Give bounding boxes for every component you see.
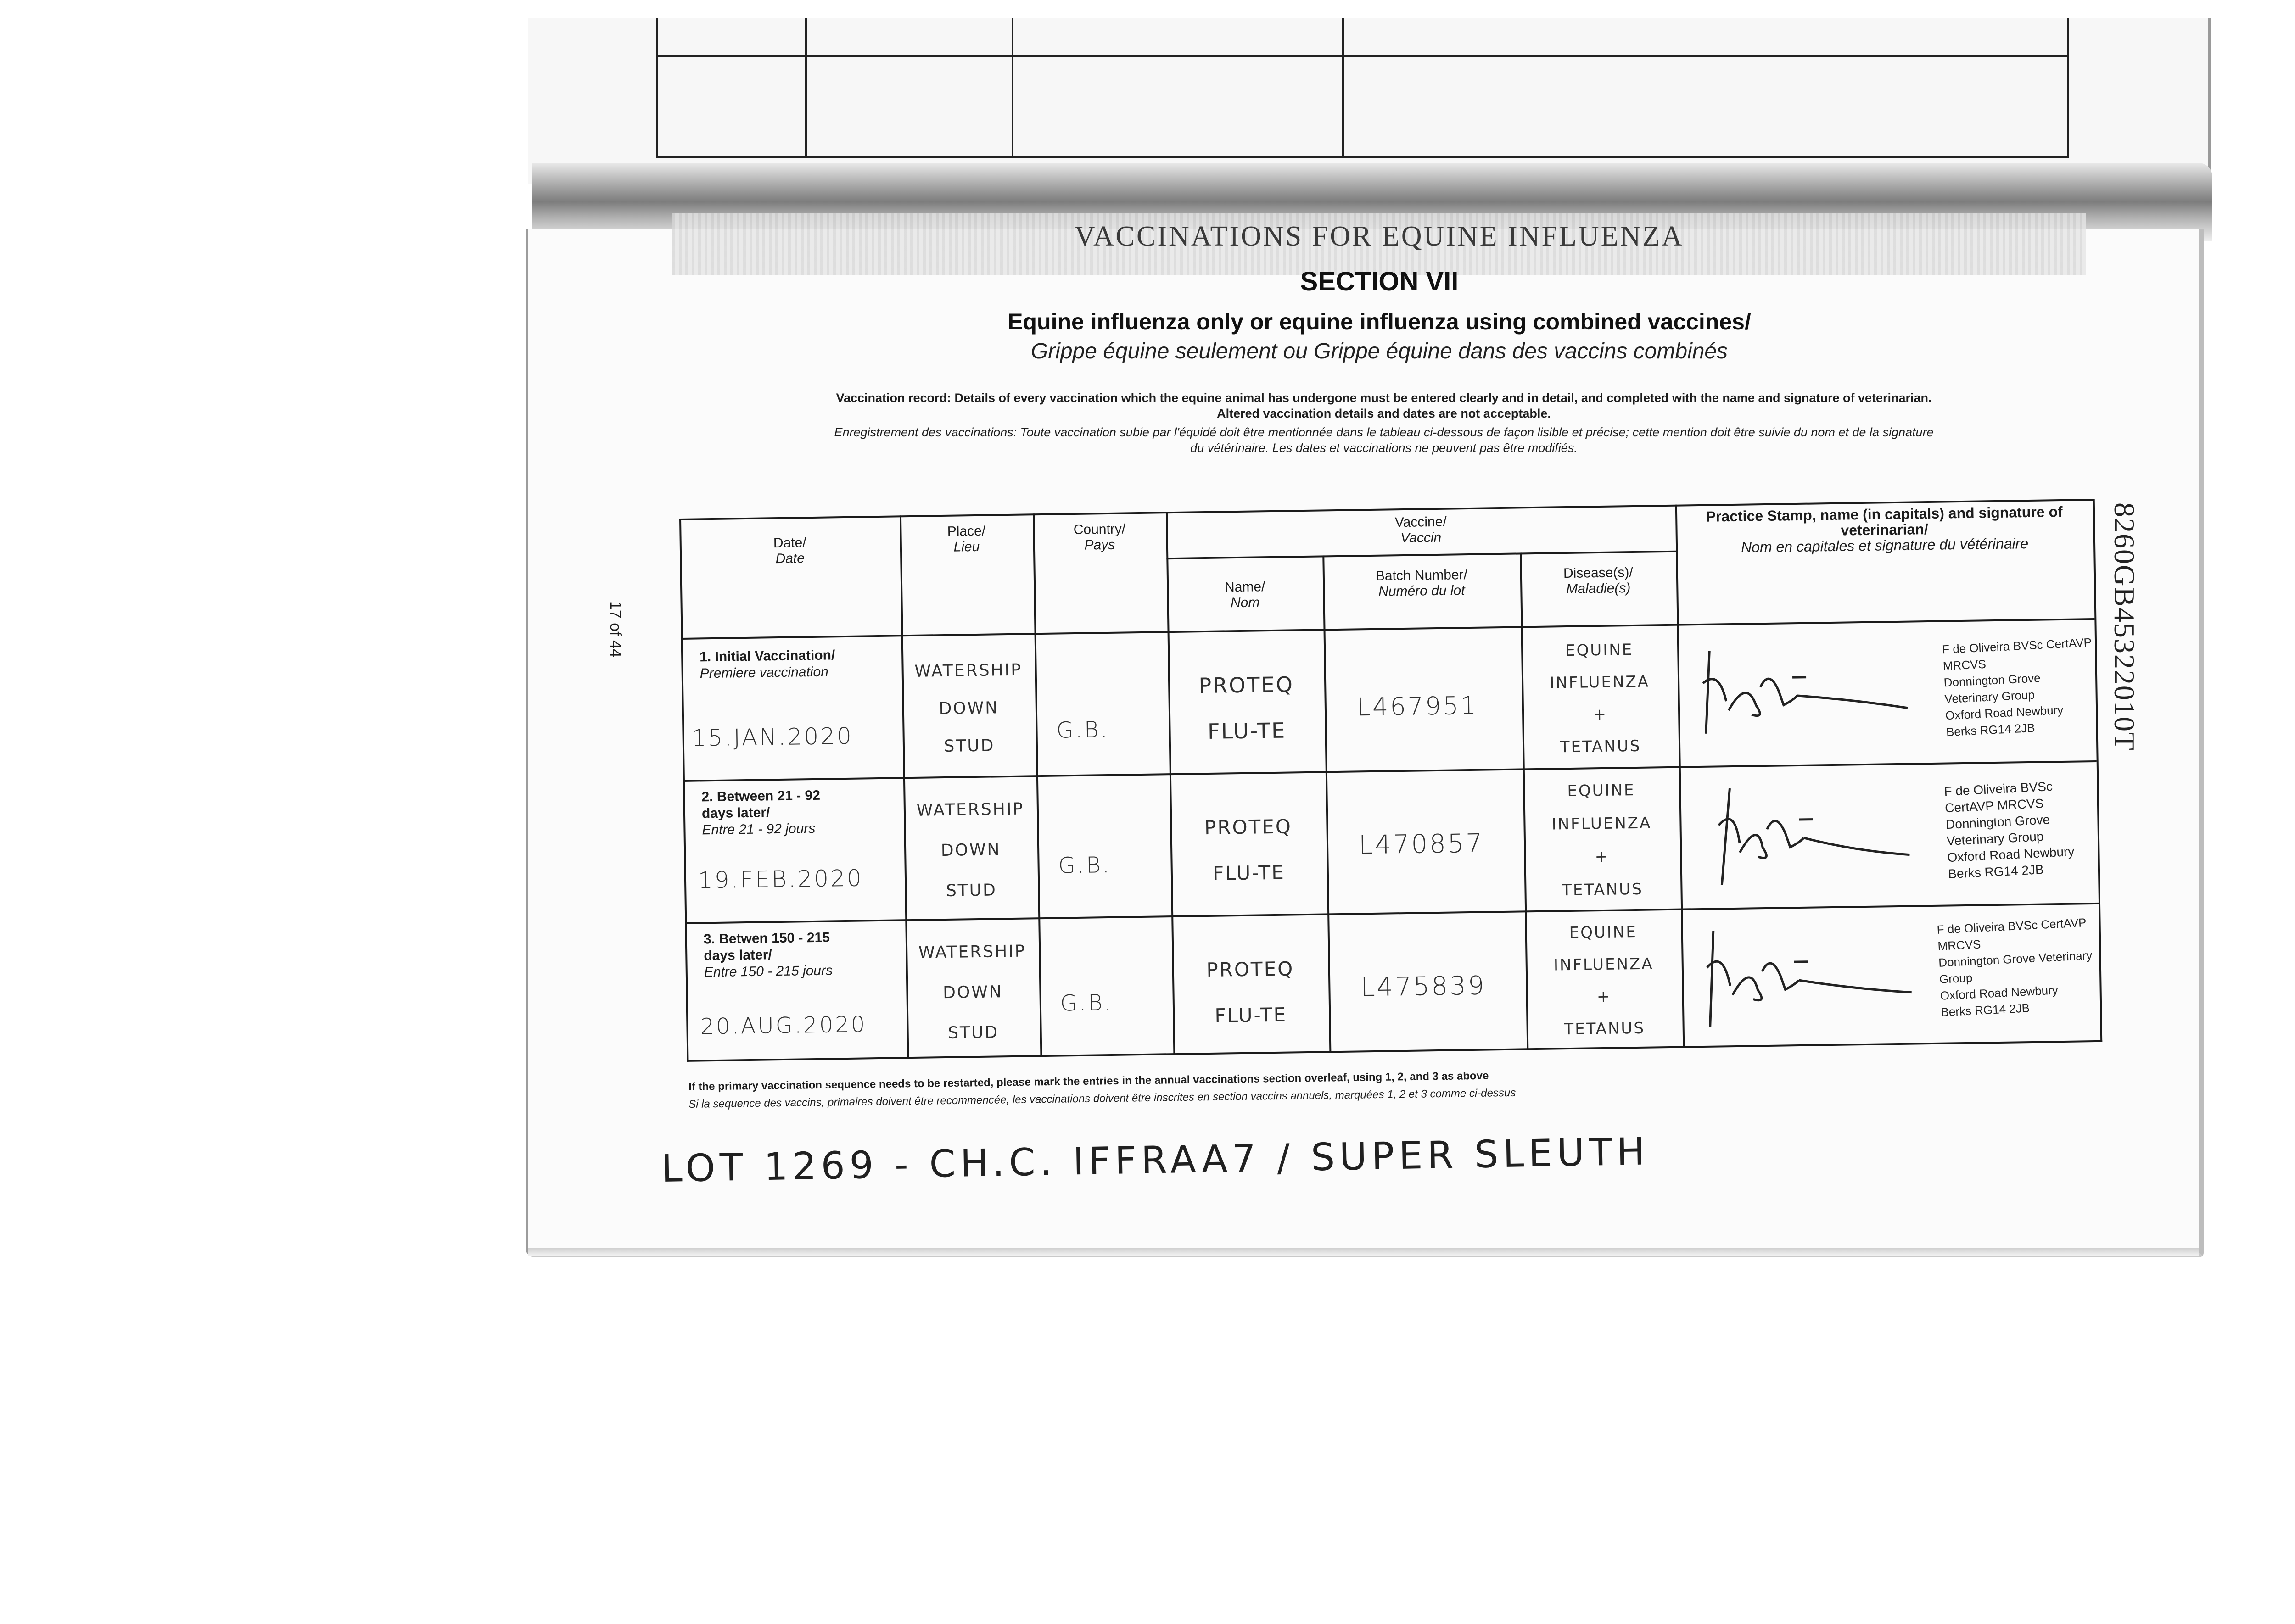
restart-note-french: Si la sequence des vaccins, primaires doivent être recommencée, les vaccinations doivent être inscrites en section vaccins annuels, marquées 1, 2 et 3 comme ci-dessus bbox=[688, 1086, 1516, 1111]
instruction-french-line-2: du vétérinaire. Les dates et vaccinations ne peuvent pas être modifiés. bbox=[1190, 441, 1578, 455]
instruction-english-line-1: Vaccination record: Details of every vaccination which the equine animal has undergone must be entered clearly and in detail, and completed with the name and signature of veterinarian. bbox=[836, 391, 1932, 405]
instruction-english bbox=[679, 390, 2088, 421]
row-3-place: WATERSHIP DOWN STUD bbox=[918, 942, 1026, 1043]
section-title: SECTION VII bbox=[1300, 267, 1459, 296]
instruction-french-line-1: Enregistrement des vaccinations: Toute vaccination subie par l'équidé doit être mentionnée dans le tableau ci-dessous de façon lisible et précise; cette mention doit être suivie du nom et de la signature bbox=[834, 425, 1934, 439]
header-vaccine: Vaccine/ Vaccin bbox=[1394, 514, 1447, 546]
subtitle-english: Equine influenza only or equine influenza using combined vaccines/ bbox=[1008, 309, 1751, 335]
header-practice-stamp: Practice Stamp, name (in capitals) and signature of veterinarian/ Nom en capitales et signature du vétérinaire bbox=[1706, 503, 2063, 556]
row-1-practice-stamp: F de Oliveira BVSc CertAVP MRCVS Donnington Grove Veterinary Group Oxford Road Newbury Berks RG14 2JB bbox=[1942, 635, 2092, 739]
restart-note-english: If the primary vaccination sequence needs to be restarted, please mark the entries in the annual vaccinations section overleaf, using 1, 2, and 3 as above bbox=[688, 1069, 1489, 1093]
passport-serial-number: 8260GB45322010T bbox=[2108, 502, 2141, 751]
instruction-french bbox=[679, 424, 2088, 456]
row-3-diseases: EQUINE INFLUENZA + TETANUS bbox=[1553, 922, 1654, 1039]
previous-page-grid bbox=[656, 18, 2069, 158]
row-1-diseases: EQUINE INFLUENZA + TETANUS bbox=[1550, 641, 1650, 757]
row-3-batch-number: L475839 bbox=[1360, 971, 1486, 1003]
row-2-label: 2. Between 21 - 92 days later/ Entre 21 - 92 jours bbox=[701, 787, 821, 838]
banner-title: VACCINATIONS FOR EQUINE INFLUENZA bbox=[1075, 221, 1684, 252]
page-number: 17 of 44 bbox=[607, 601, 624, 658]
row-2-diseases: EQUINE INFLUENZA + TETANUS bbox=[1551, 781, 1652, 900]
page-bottom-edge bbox=[528, 1248, 2199, 1256]
row-3-label: 3. Betwen 150 - 215 days later/ Entre 150 - 215 jours bbox=[703, 930, 833, 980]
row-3-country: G.B. bbox=[1060, 989, 1114, 1016]
header-country: Country/ Pays bbox=[1073, 521, 1126, 553]
header-place: Place/ Lieu bbox=[947, 523, 986, 555]
row-2-date: 19.FEB.2020 bbox=[698, 865, 864, 894]
header-diseases: Disease(s)/ Maladie(s) bbox=[1563, 565, 1633, 597]
row-2-vaccine-name: PROTEQ FLU-TE bbox=[1204, 815, 1293, 885]
row-2-veterinarian-signature bbox=[1693, 777, 1914, 890]
row-1-country: G.B. bbox=[1056, 716, 1110, 743]
row-3-date: 20.AUG.2020 bbox=[700, 1011, 867, 1040]
row-2-practice-stamp: F de Oliveira BVSc CertAVP MRCVS Donnington Grove Veterinary Group Oxford Road Newbury Berks RG14 2JB bbox=[1943, 779, 2075, 882]
row-3-practice-stamp: F de Oliveira BVSc CertAVP MRCVS Donnington Grove Veterinary Group Oxford Road Newbury Berks RG14 2JB bbox=[1937, 915, 2093, 1019]
header-batch-number: Batch Number/ Numéro du lot bbox=[1375, 567, 1468, 599]
row-3-vaccine-name: PROTEQ FLU-TE bbox=[1206, 957, 1294, 1027]
row-1-veterinarian-signature bbox=[1691, 639, 1913, 743]
row-1-batch-number: L467951 bbox=[1356, 691, 1478, 722]
instruction-english-line-2: Altered vaccination details and dates are not acceptable. bbox=[1217, 407, 1551, 420]
vaccination-table bbox=[679, 499, 2100, 1060]
header-date: Date/ Date bbox=[773, 535, 806, 567]
row-1-date: 15.JAN.2020 bbox=[691, 722, 854, 752]
row-2-country: G.B. bbox=[1058, 852, 1112, 879]
row-2-batch-number: L470857 bbox=[1358, 828, 1484, 860]
subtitle-french: Grippe équine seulement ou Grippe équine dans des vaccins combinés bbox=[1030, 339, 1728, 363]
row-1-label: 1. Initial Vaccination/ Premiere vaccination bbox=[699, 647, 835, 681]
handwritten-lot-note: LOT 1269 - CH.C. IFFRAA7 / SUPER SLEUTH bbox=[661, 1130, 1650, 1191]
row-2-place: WATERSHIP DOWN STUD bbox=[916, 799, 1024, 900]
row-1-vaccine-name: PROTEQ FLU-TE bbox=[1198, 672, 1294, 744]
row-1-place: WATERSHIP DOWN STUD bbox=[914, 660, 1023, 756]
row-3-veterinarian-signature bbox=[1695, 919, 1916, 1032]
header-vaccine-name: Name/ Nom bbox=[1224, 579, 1265, 611]
